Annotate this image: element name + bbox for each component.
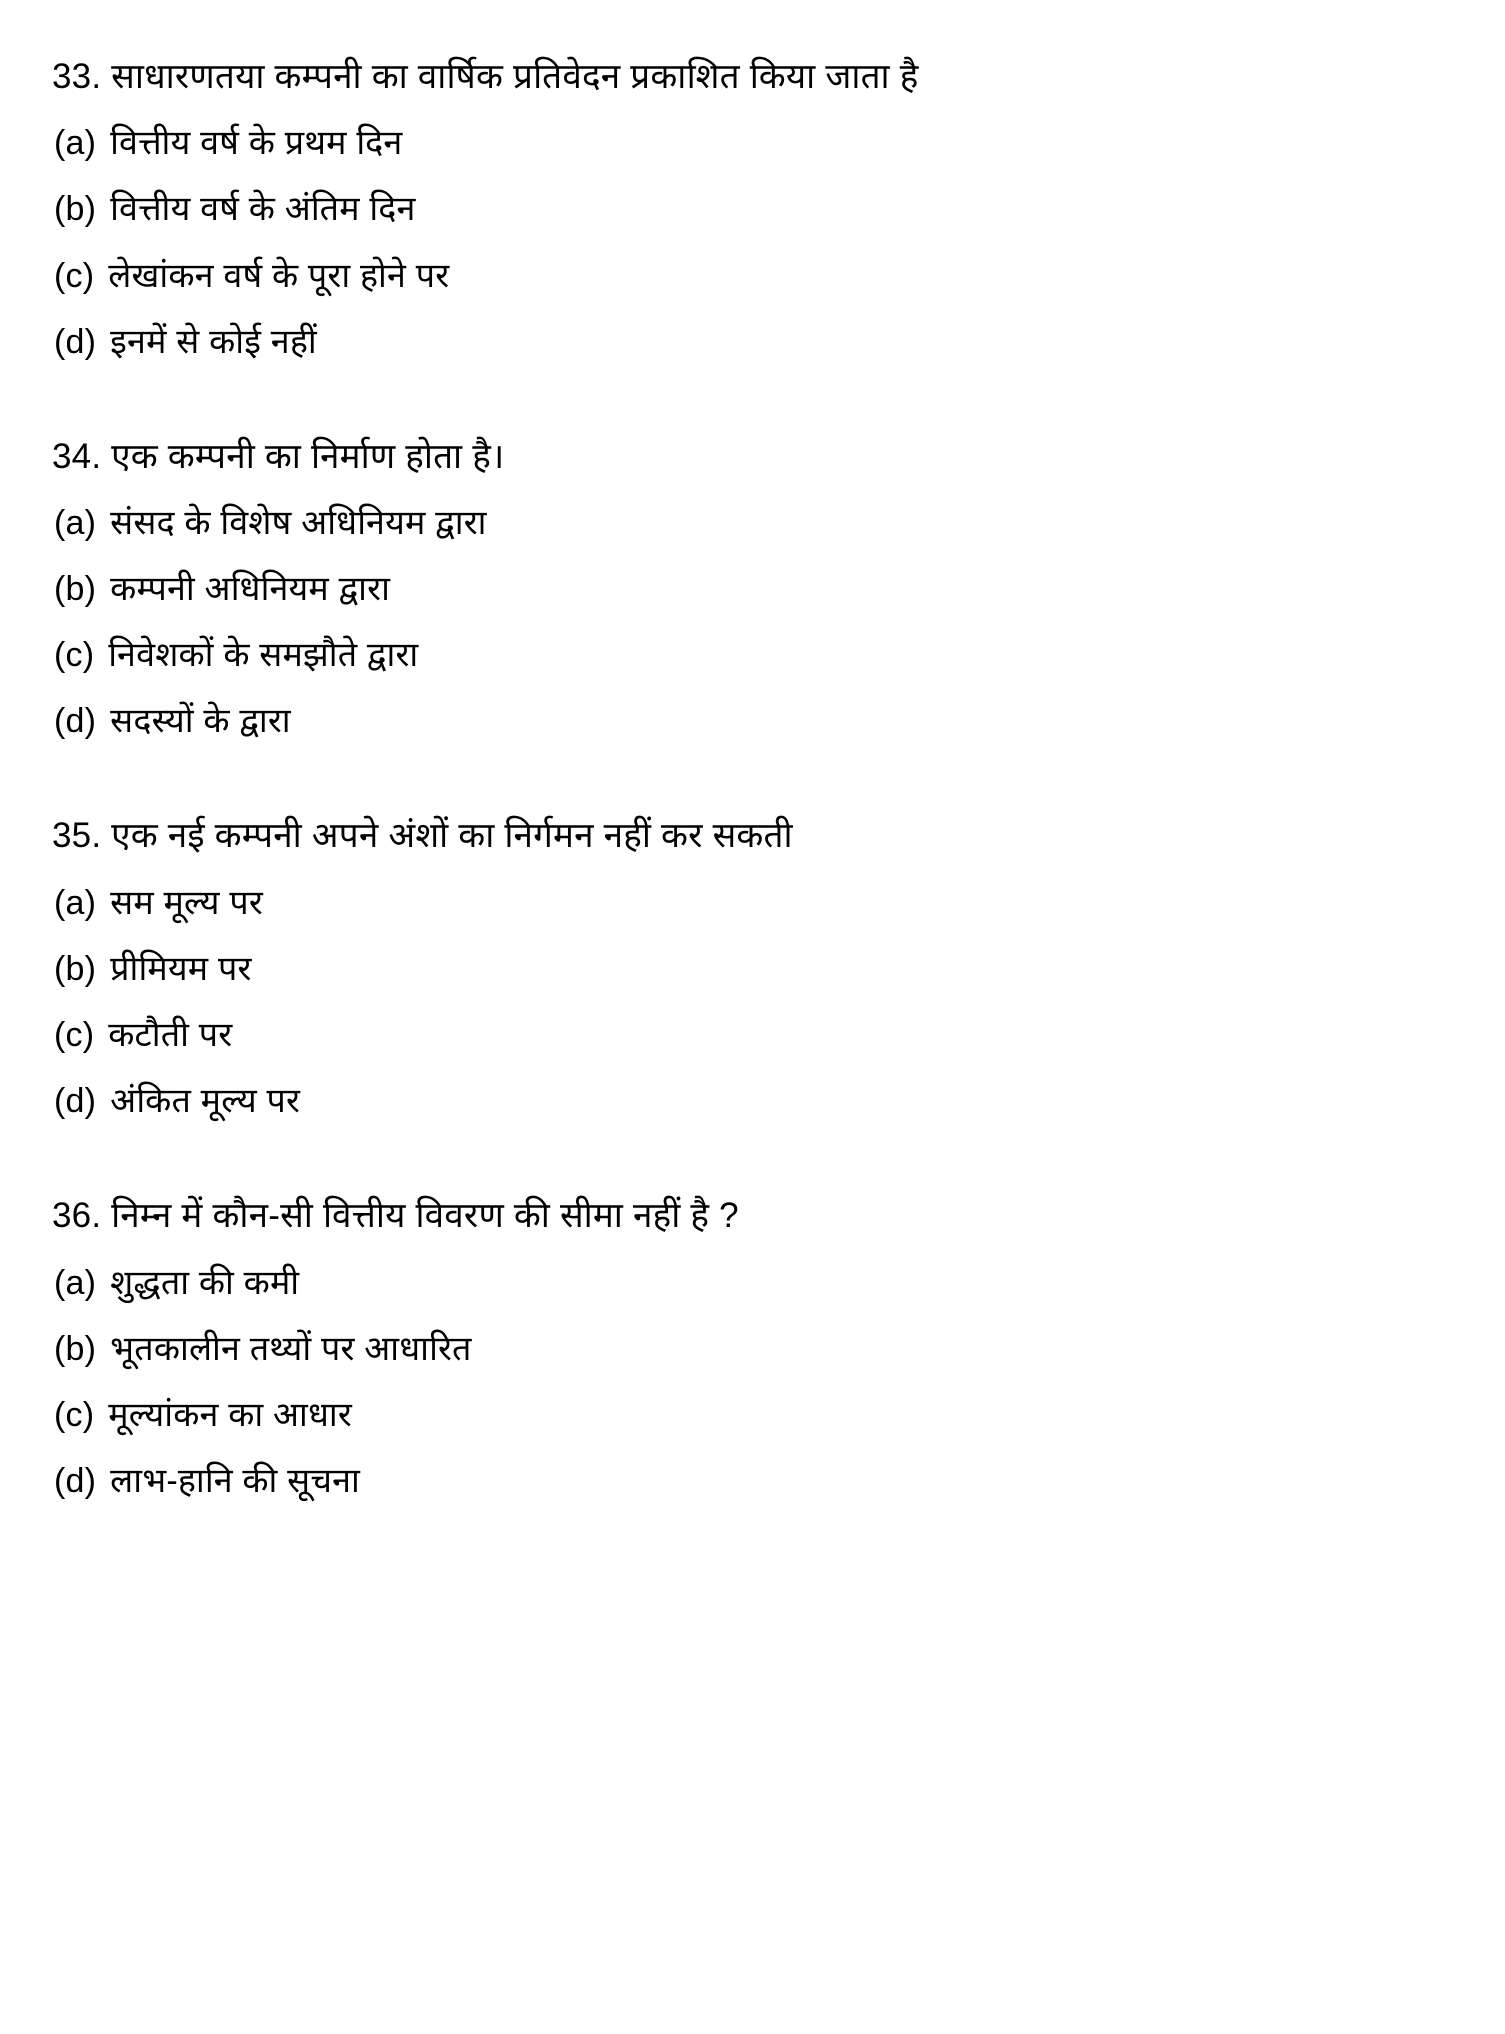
question-block-35 <box>52 815 1435 1121</box>
option-d <box>52 1081 1435 1121</box>
option-a <box>52 883 1435 923</box>
question-block-34 <box>52 436 1435 742</box>
option-c <box>52 635 1435 675</box>
option-label: संसद के विशेष अधिनियम द्वारा <box>110 504 487 543</box>
option-b <box>52 189 1435 229</box>
option-d <box>52 322 1435 362</box>
option-tag: (a) <box>54 504 97 543</box>
option-tag: (c) <box>54 1015 95 1054</box>
option-tag: (b) <box>54 190 97 229</box>
question-text: 34. एक कम्पनी का निर्माण होता है। <box>52 436 505 476</box>
option-label: लाभ-हानि की सूचना <box>110 1461 361 1500</box>
option-b <box>52 1329 1435 1369</box>
option-tag: (d) <box>54 322 97 361</box>
option-label: लेखांकन वर्ष के पूरा होने पर <box>108 256 450 295</box>
option-label: इनमें से कोई नहीं <box>110 322 317 361</box>
option-c <box>52 1015 1435 1055</box>
option-a <box>52 503 1435 543</box>
option-tag: (a) <box>54 124 97 163</box>
option-tag: (c) <box>54 1395 95 1434</box>
option-tag: (d) <box>54 702 97 741</box>
option-label: निवेशकों के समझौते द्वारा <box>108 636 419 675</box>
question-text: 35. एक नई कम्पनी अपने अंशों का निर्गमन नहीं कर सकती <box>52 816 793 856</box>
option-tag: (a) <box>54 883 97 922</box>
option-label: वित्तीय वर्ष के अंतिम दिन <box>110 190 416 229</box>
option-label: कटौती पर <box>108 1015 233 1054</box>
option-b <box>52 949 1435 989</box>
question-block-36 <box>52 1195 1435 1501</box>
option-tag: (c) <box>54 636 95 675</box>
option-label: शुद्धता की कमी <box>110 1263 300 1302</box>
option-label: अंकित मूल्य पर <box>110 1082 301 1121</box>
option-tag: (d) <box>54 1082 97 1121</box>
option-tag: (b) <box>54 570 97 609</box>
option-label: कम्पनी अधिनियम द्वारा <box>110 570 391 609</box>
option-b <box>52 569 1435 609</box>
option-d <box>52 1461 1435 1501</box>
option-label: वित्तीय वर्ष के प्रथम दिन <box>110 124 403 163</box>
option-tag: (c) <box>54 256 95 295</box>
option-label: सदस्यों के द्वारा <box>110 702 291 741</box>
question-text: 33. साधारणतया कम्पनी का वार्षिक प्रतिवेदन प्रकाशित किया जाता है <box>52 57 919 96</box>
option-a <box>52 1263 1435 1303</box>
option-c <box>52 1395 1435 1435</box>
option-label: भूतकालीन तथ्यों पर आधारित <box>110 1329 472 1368</box>
option-c <box>52 256 1435 296</box>
option-d <box>52 701 1435 741</box>
option-tag: (d) <box>54 1461 97 1500</box>
option-tag: (b) <box>54 1329 97 1368</box>
option-tag: (b) <box>54 949 97 988</box>
option-label: प्रीमियम पर <box>110 949 252 988</box>
option-label: सम मूल्य पर <box>110 883 263 922</box>
option-tag: (a) <box>54 1263 97 1302</box>
question-block-33 <box>52 56 1435 362</box>
option-label: मूल्यांकन का आधार <box>108 1395 353 1434</box>
question-text: 36. निम्न में कौन-सी वित्तीय विवरण की सीमा नहीं है ? <box>52 1196 739 1236</box>
option-a <box>52 123 1435 163</box>
